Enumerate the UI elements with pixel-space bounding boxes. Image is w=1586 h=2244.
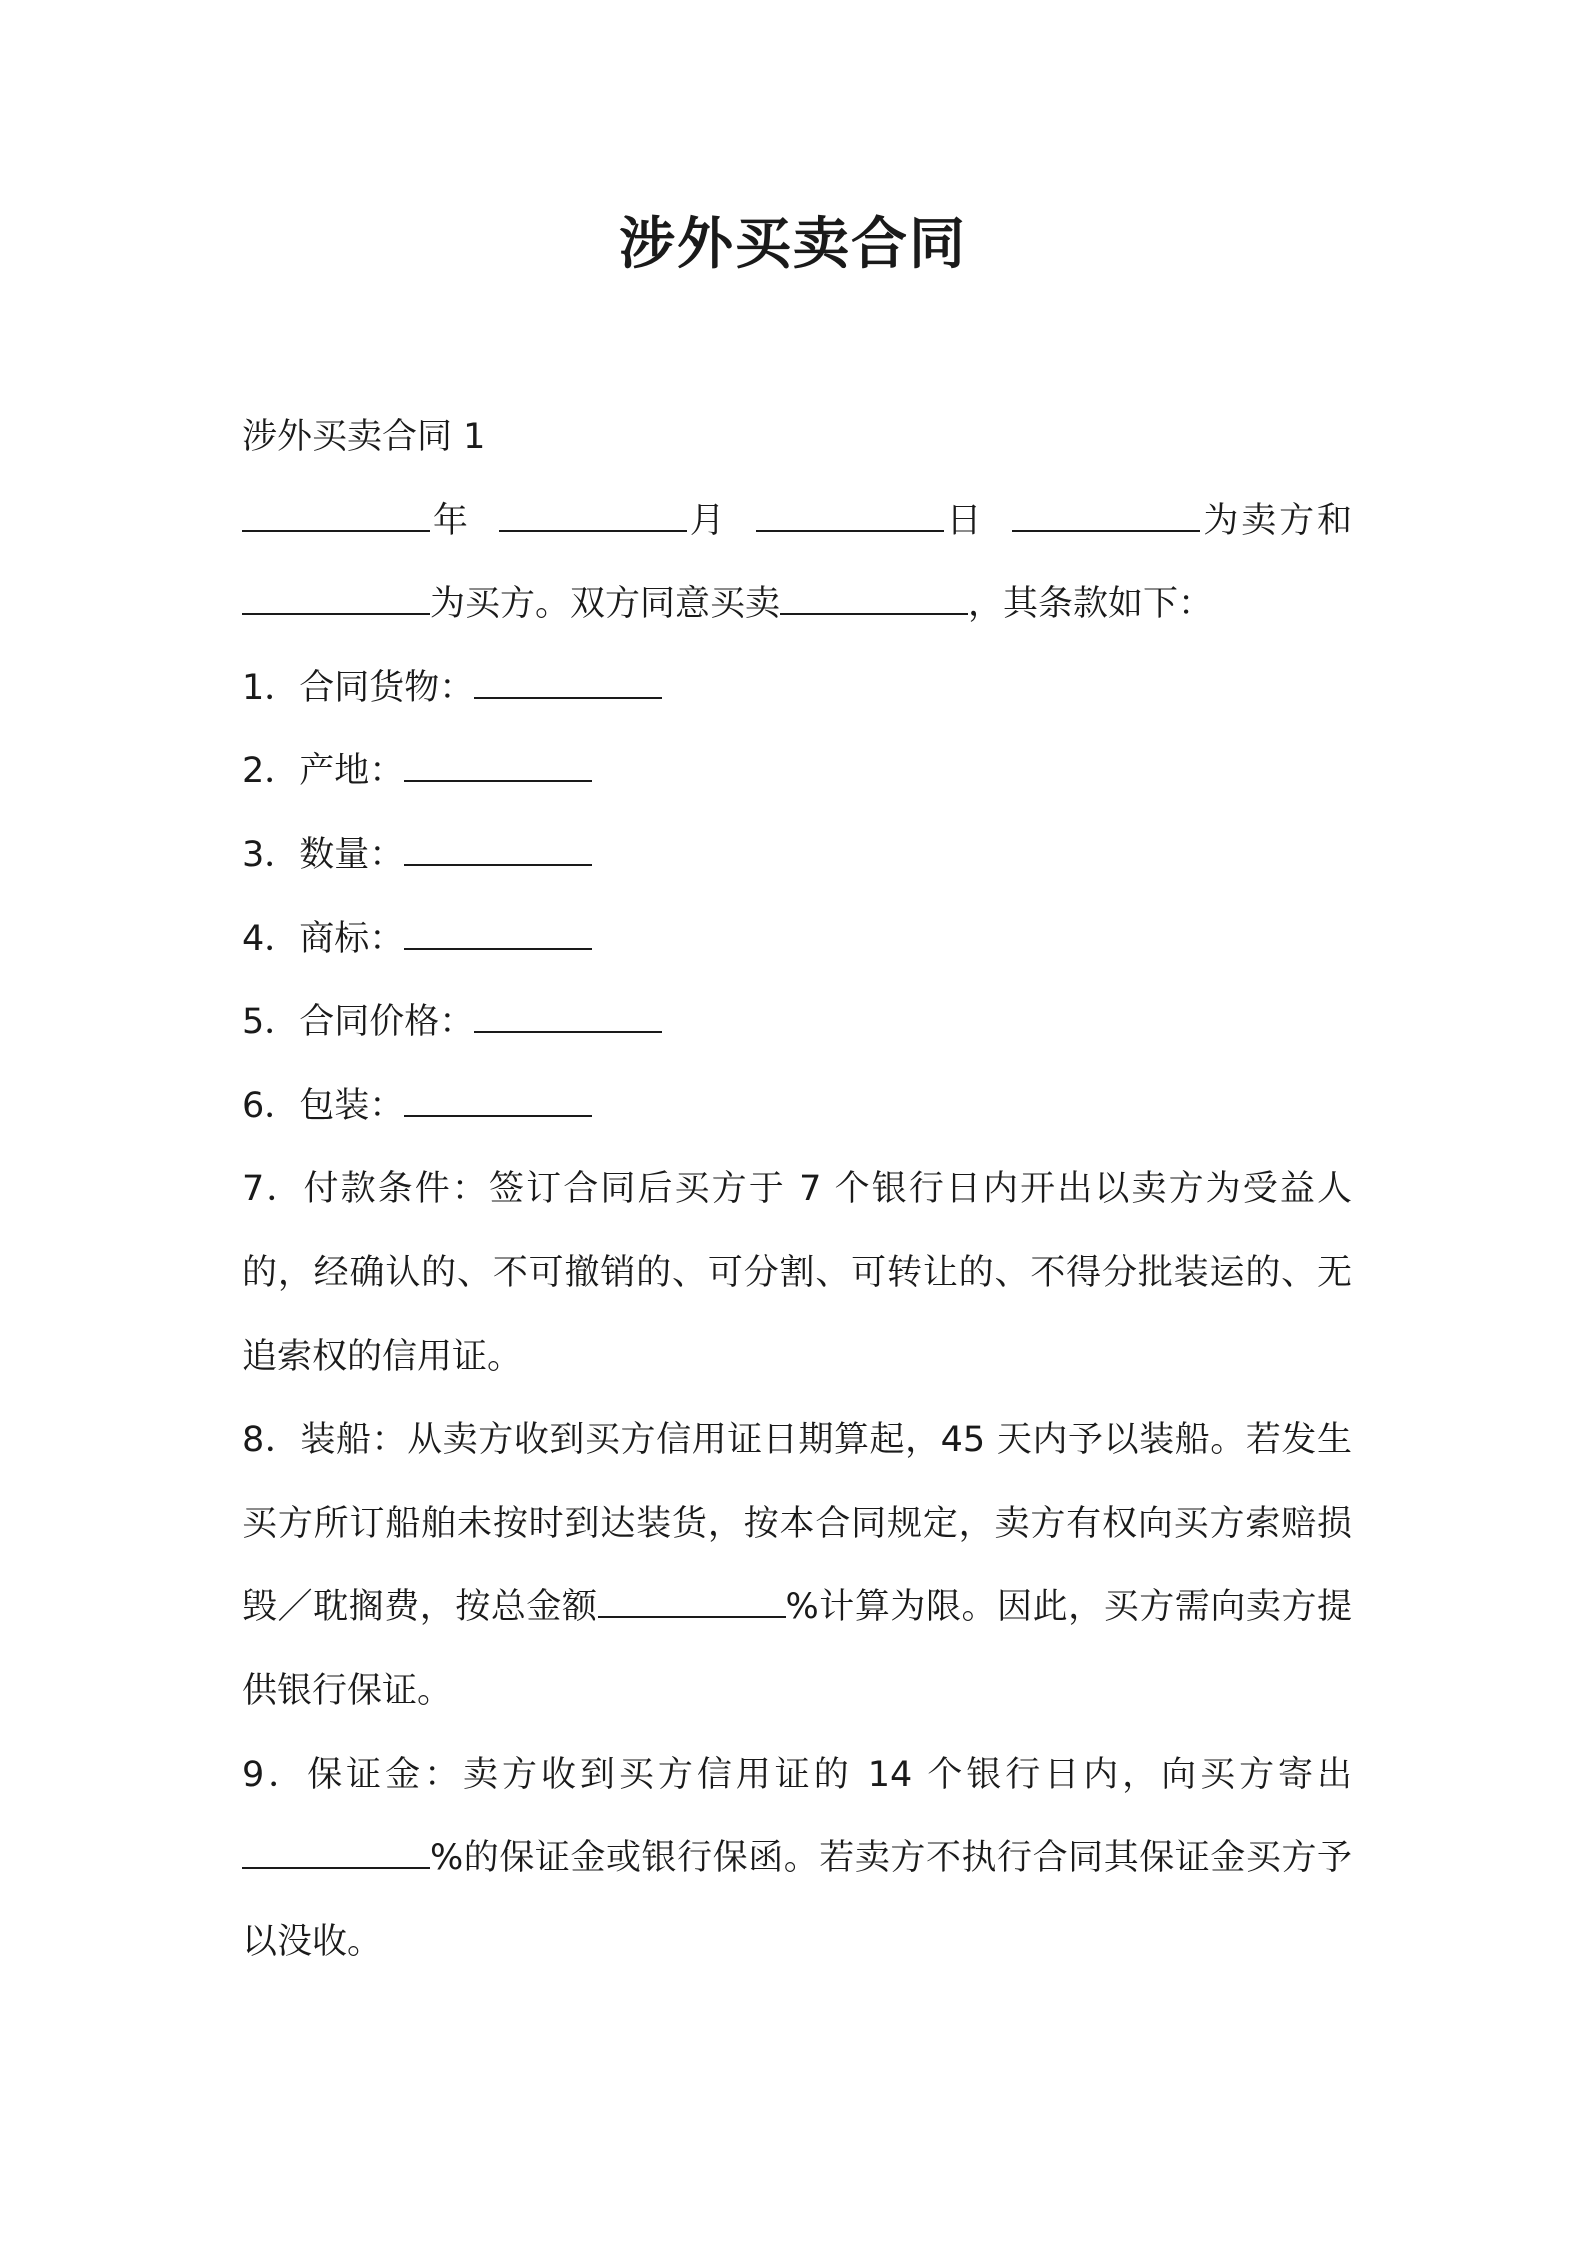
- blank-field: [598, 1585, 786, 1619]
- clause-2-text: 2．产地：: [242, 751, 405, 792]
- blank-field: [404, 749, 592, 783]
- clause-9-text-b: %的保证金或银行保函。若卖方不执行合同其保证金买方予以没收。: [242, 1838, 1352, 1962]
- year-label: 年: [430, 500, 471, 541]
- clause-5: [242, 981, 1352, 1065]
- clause-9: [242, 1734, 1352, 1985]
- month-label: 月: [686, 500, 728, 541]
- blank-field: [780, 582, 968, 616]
- day-label: 日: [943, 500, 985, 541]
- clause-3-text: 3．数量：: [242, 834, 405, 875]
- clause-6: [242, 1065, 1352, 1149]
- intro-paragraph: [242, 480, 1352, 647]
- clause-5-text: 5．合同价格：: [242, 1002, 475, 1043]
- buyer-goods-text: 为买方。双方同意买卖: [430, 584, 781, 625]
- blank-field: [242, 1836, 430, 1870]
- terms-intro-text: ，其条款如下：: [968, 584, 1214, 625]
- clause-1-text: 1．合同货物：: [242, 667, 475, 708]
- blank-field: [242, 582, 430, 616]
- clause-2: [242, 730, 1352, 814]
- seller-label: 为卖方和: [1200, 500, 1352, 541]
- clause-8-text-a: 8．装船：从卖方收到买方信用证日期算起，45 天内予以装船。若发生买方所订船舶未按时到达装货，按本合同规定，卖方有权向买方索赔损毁／耽搁费，按总金额: [242, 1420, 1352, 1628]
- clause-4-text: 4．商标：: [242, 918, 405, 959]
- contract-subtitle: 涉外买卖合同 1: [242, 417, 486, 457]
- blank-field: [756, 498, 944, 532]
- clause-8: [242, 1399, 1352, 1733]
- clause-3: [242, 814, 1352, 898]
- blank-field: [1012, 498, 1200, 532]
- blank-field: [474, 665, 662, 699]
- clause-4: [242, 898, 1352, 982]
- document-body: [242, 396, 1352, 1984]
- blank-field: [404, 832, 592, 866]
- blank-field: [474, 1000, 662, 1034]
- blank-field: [499, 498, 687, 532]
- blank-field: [242, 498, 430, 532]
- clause-8-text-b: %计算为限。因此，买方需向卖方提供银行保证。: [242, 1587, 1352, 1711]
- blank-field: [404, 1083, 592, 1117]
- clause-9-text-a: 9．保证金：卖方收到买方信用证的 14 个银行日内，向买方寄出: [242, 1754, 1352, 1795]
- clause-6-text: 6．包装：: [242, 1085, 405, 1126]
- blank-field: [404, 916, 592, 950]
- clause-1: [242, 647, 1352, 731]
- clause-7: 7．付款条件：签订合同后买方于 7 个银行日内开出以卖方为受益人的，经确认的、不可撤销的、可分割、可转让的、不得分批装运的、无追索权的信用证。: [242, 1169, 1352, 1377]
- document-title: 涉外买卖合同: [619, 212, 967, 277]
